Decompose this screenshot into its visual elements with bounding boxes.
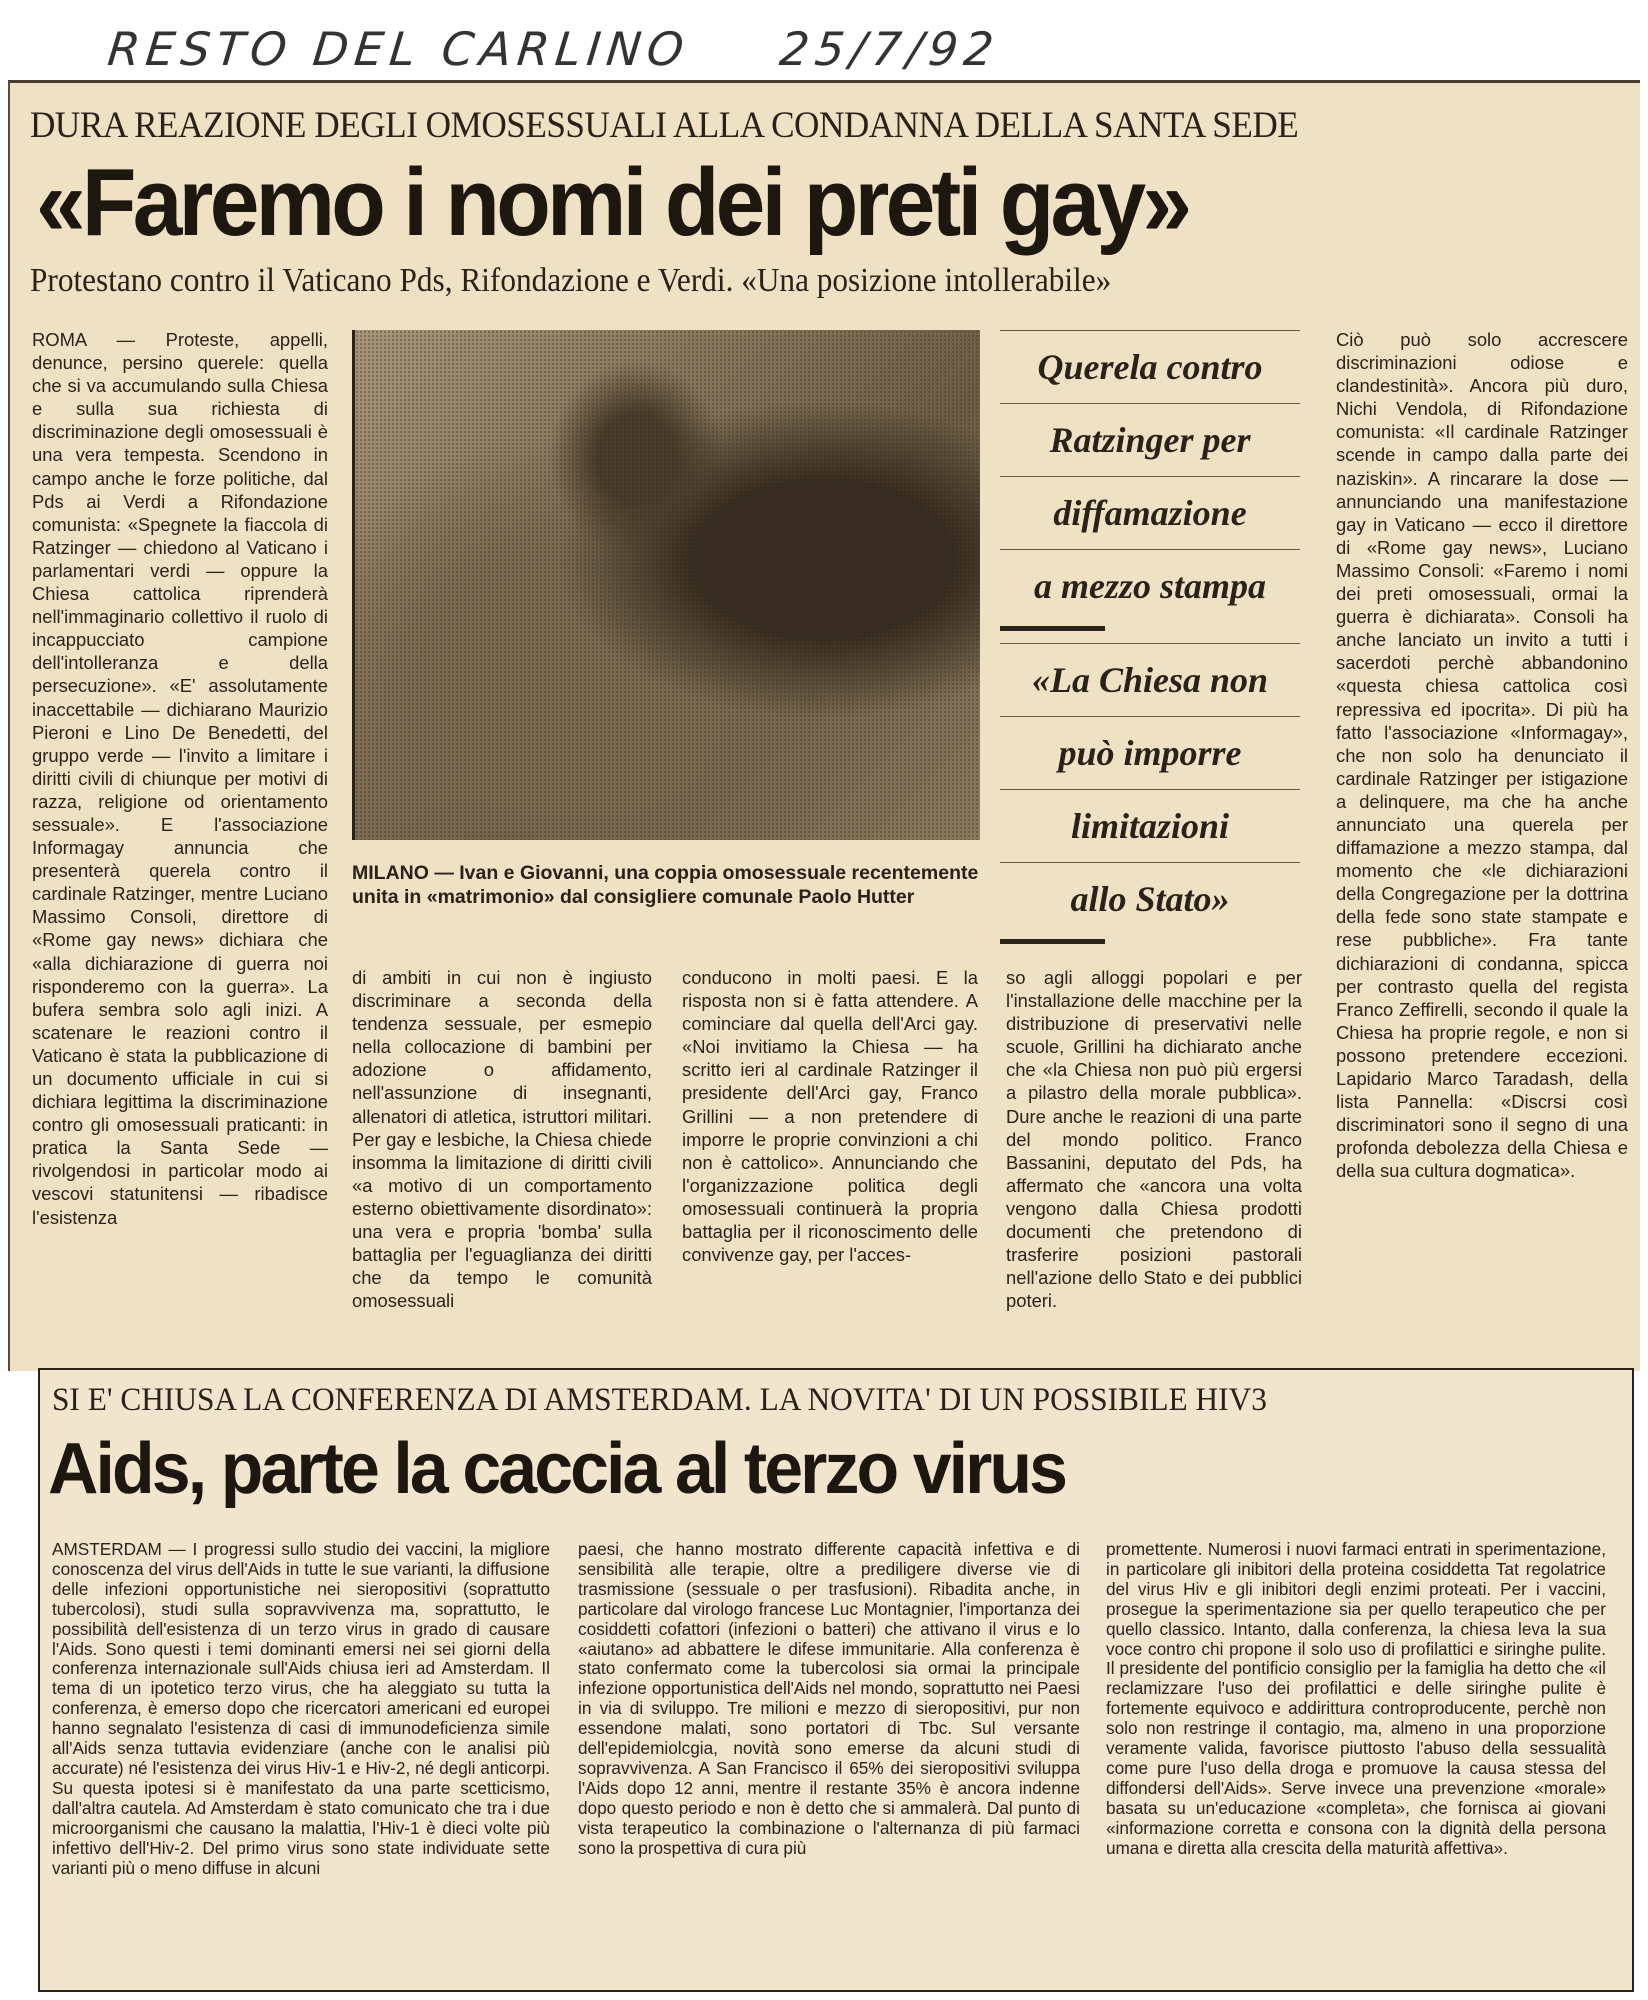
aids-column-3: promettente. Numerosi i nuovi farmaci entrati in sperimentazione, in particolare gli inibitori della proteina cosiddetta Tat regolatrice del virus Hiv e gli inibitori degli enzimi proteati. Per i vaccini, prosegue la sperimentazione sia per quello terapeutico che per quello classico. Intanto, dalla conferenza, la chiesa leva la sua voce contro chi propone il solo uso di profilattici e siringhe pulite. Il presidente del pontificio consiglio per la famiglia ha detto che «il reclamizzare l'uso dei profilattici e delle siringhe pulite è fortemente equivoco e addirittura controproducente, perchè non solo non restringe il contagio, ma, almeno in una proporzione veramente valida, favorisce piuttosto l'abuso della sessualità come pure l'uso della droga e promuove la causa stessa del diffondersi dell'Aids». Serve invece una prevenzione «morale» basata su un'educazione «completa», che fornisca ai giovani «informazione corretta e consona con la dignità della persona umana e diretta alla crescita della maturità affettiva».: [1106, 1539, 1606, 1858]
pull-quote-line: Querela contro: [1000, 330, 1300, 403]
aids-column-2: paesi, che hanno mostrato differente capacità infettiva e di sensibilità alle terapie, oltre a prediligere diverse vie di trasmissione (sessuale o per trasfusioni). Ribadita anche, in particolare dal virologo francese Luc Montagnier, l'importanza dei cosiddetti cofattori (infezioni o batteri) che attivano il virus e lo «aiutano» ad abbattere le difese immunitarie. Alla conferenza è stato confermato come la tubercolosi sia ormai la principale infezione opportunistica dell'Aids nel mondo, soprattutto nei Paesi in via di sviluppo. Tre milioni e mezzo di sieropositivi, pur non essendone malati, sono portatori di Tbc. Sul versante dell'epidemiolcgia, novità sono emerse da alcuni studi di sopravvivenza. A San Francisco il 65% dei sieropositivi sviluppa l'Aids dopo 12 anni, mentre il restante 35% è ancora indenne dopo questo periodo e non è detto che si ammalerà. Dal punto di vista terapeutico la combinazione o l'alternanza di più farmaci sono la prospettiva di cura più: [578, 1539, 1080, 1858]
handwritten-source-annotation: [105, 22, 1002, 76]
clipping-date: 25/7/92: [777, 22, 1003, 76]
pull-quote-box: [1000, 330, 1300, 956]
pull-quote-divider: [1000, 939, 1105, 944]
article-column-3: conducono in molti paesi. E la risposta non si è fatta attendere. A cominciare dal quella dell'Arci gay. «Noi invitiamo la Chiesa — ha scritto ieri al cardinale Ratzinger il presidente dell'Arci gay, Franco Grillini — a non pretendere di imporre le proprie convinzioni a chi non è cattolico». Annunciando che l'organizzazione politica degli omosessuali continuerà la propria battaglia per il riconoscimento delle convivenze gay, per l'acces-: [682, 967, 978, 1266]
article-column-2: di ambiti in cui non è ingiusto discriminare a seconda della tendenza sessuale, per esmepio nella collocazione di bambini per adozione o affidamento, nell'assunzione di insegnanti, allenatori di atletica, istruttori militari. Per gay e lesbiche, la Chiesa chiede insomma la limitazione di diritti civili «a motivo di un comportamento esterno obiettivamente disordinato»: una vera e propria 'bomba' sulla battaglia per l'eguaglianza dei diritti che da tempo le comunità omosessuali: [352, 967, 652, 1312]
article-column-5: Ciò può solo accrescere discriminazioni odiose e clandestinità». Ancora più duro, Nichi Vendola, di Rifondazione comunista: «Il cardinale Ratzinger scende in campo dalla parte dei naziskin». A rincarare la dose — annunciando una manifestazione gay in Vaticano — ecco il direttore di «Rome gay news», Luciano Massimo Consoli: «Faremo i nomi dei preti omosessuali, ormai la guerra è dichiarata». Consoli ha anche lanciato un invito a tutti i sacerdoti perchè abbandonino «questa chiesa cattolica così repressiva ed ipocrita». Di più ha fatto l'associazione «Informagay», che non solo ha denunciato il cardinale Ratzinger per istigazione a delinquere, ma che ha anche annunciato una querela per diffamazione a mezzo stampa, dal momento che «le dichiarazioni della Congregazione per la dottrina della fede sono state stampate e rese pubbliche». Fra tante dichiarazioni di condanna, spicca per contrasto quella del regista Franco Zeffirelli, secondo il quale la Chiesa ha proprie regole, e non si possono pretendere eccezioni. Lapidario Marco Taradash, della lista Pannella: «Discrsi così discriminatori sono il segno di una profonda debolezza della Chiesa e della sua cultura dogmatica».: [1336, 329, 1628, 1182]
article-subhead: Protestano contro il Vaticano Pds, Rifondazione e Verdi. «Una posizione intollerabile»: [30, 262, 1112, 299]
aids-article-kicker: SI E' CHIUSA LA CONFERENZA DI AMSTERDAM. LA NOVITA' DI UN POSSIBILE HIV3: [52, 1382, 1267, 1418]
aids-column-1: AMSTERDAM — I progressi sullo studio dei vaccini, la migliore conoscenza del virus dell'Aids in tutte le sue varianti, la diffusione delle infezioni opportunistiche nei sieropositivi (soprattutto tubercolosi), studi sulla sopravvivenza ma, soprattutto, le possibilità dell'esistenza di un terzo virus in grado di causare l'Aids. Sono questi i temi dominanti emersi nei sei giorni della conferenza internazionale sull'Aids chiusa ieri ad Amsterdam. Il tema di un ipotetico terzo virus, che ha aleggiato su tutta la conferenza, è emerso dopo che ricercatori americani ed europei hanno segnalato l'esistenza di casi di immunodeficienza simile all'Aids senza tuttavia evidenziare (anche con le analisi più accurate) né l'esistenza dei virus Hiv-1 e Hiv-2, né degli anticorpi. Su questa ipotesi si è manifestato da una parte scetticismo, dall'altra cautela. Ad Amsterdam è stato comunicato che tra i due microorganismi che causano la malattia, l'Hiv-1 è dieci volte più infettivo dell'Hiv-2. Del primo virus sono state individuate sette varianti più o meno diffuse in alcuni: [52, 1539, 550, 1878]
source-name: RESTO DEL CARLINO: [105, 22, 693, 76]
pull-quote-line: limitazioni: [1000, 789, 1300, 862]
pull-quote-divider: [1000, 626, 1105, 631]
news-photo: [352, 330, 980, 840]
pull-quote-line: diffamazione: [1000, 476, 1300, 549]
aids-article-headline: Aids, parte la caccia al terzo virus: [48, 1429, 1066, 1509]
pull-quote-line: a mezzo stampa: [1000, 549, 1300, 622]
pull-quote-line: può imporre: [1000, 716, 1300, 789]
pull-quote-line: allo Stato»: [1000, 862, 1300, 935]
pull-quote-line: Ratzinger per: [1000, 403, 1300, 476]
photo-caption: MILANO — Ivan e Giovanni, una coppia omosessuale recentemente unita in «matrimonio» dal consigliere comunale Paolo Hutter: [352, 862, 979, 908]
pull-quote-line: «La Chiesa non: [1000, 643, 1300, 716]
article-headline: «Faremo i nomi dei preti gay»: [36, 149, 1189, 256]
article-column-1: ROMA — Proteste, appelli, denunce, persino querele: quella che si va accumulando sulla Chiesa e sulla sua richiesta di discriminazione degli omosessuali è una vera tempesta. Scendono in campo anche le forze politiche, dal Pds ai Verdi a Rifondazione comunista: «Spegnete la fiaccola di Ratzinger — chiedono al Vaticano i parlamentari verdi — oppure la Chiesa cattolica riprenderà nell'immaginario collettivo il ruolo di incappucciato campione dell'intolleranza e della persecuzione». «E' assolutamente inaccettabile — dichiarano Maurizio Pieroni e Lino De Benedetti, del gruppo verde — l'invito a limitare i diritti civili di chiunque per motivi di razza, religione od orientamento sessuale». E l'associazione Informagay annuncia che presenterà querela contro il cardinale Ratzinger, mentre Luciano Massimo Consoli, direttore di «Rome gay news» dichiara che «alla dichiarazione di guerra noi risponderemo con la guerra». La bufera sembra solo agli inizi. A scatenare le reazioni contro il Vaticano è stata la pubblicazione di un documento ufficiale in cui si dichiara legittima la discriminazione contro gli omosessuali praticanti: in pratica la Santa Sede — rivolgendosi in particolar modo ai vescovi statunitensi — ribadisce l'esistenza: [32, 329, 328, 1228]
article-column-4: so agli alloggi popolari e per l'installazione delle macchine per la distribuzione di preservativi nelle scuole, Grillini ha dichiarato anche che «la Chiesa non può più ergersi a pilastro della morale pubblica». Dure anche le reazioni di una parte del mondo politico. Franco Bassanini, deputato del Pds, ha affermato che «ancora una volta vengono dalla Chiesa prodotti documenti che pretendono di trasferire posizioni pastorali nell'azione dello Stato e dei pubblici poteri.: [1006, 967, 1302, 1312]
article-kicker: DURA REAZIONE DEGLI OMOSESSUALI ALLA CONDANNA DELLA SANTA SEDE: [30, 105, 1299, 146]
